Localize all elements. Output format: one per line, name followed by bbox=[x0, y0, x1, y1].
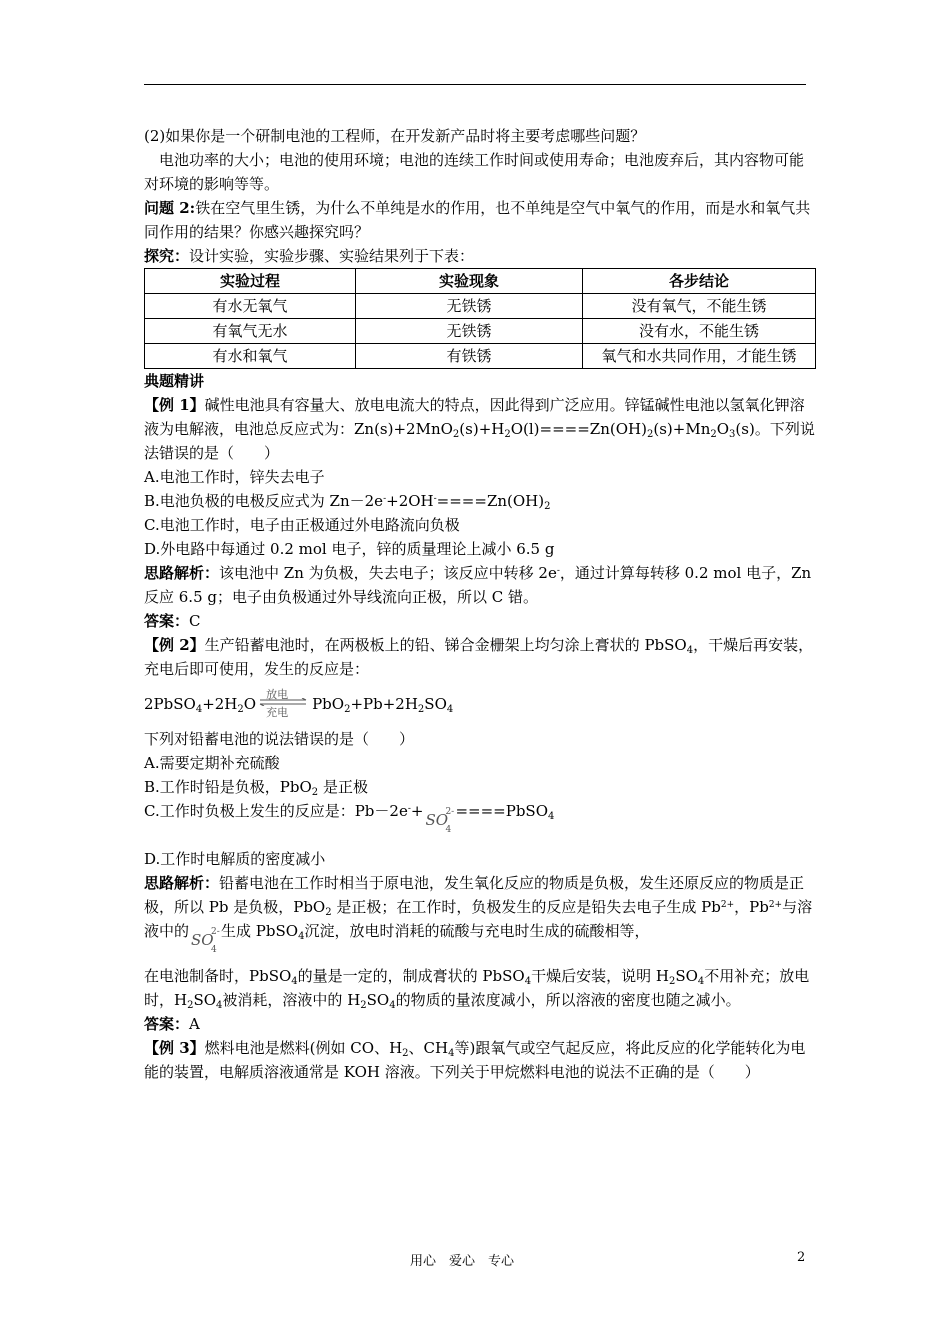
sub: 4 bbox=[446, 704, 454, 715]
ex1-eq: (s)+Mn bbox=[653, 420, 711, 438]
sub: 2 bbox=[311, 787, 319, 798]
ion-sub: 4 bbox=[445, 825, 452, 835]
ex1-eq: (s)。下列说法错误的是（ ） bbox=[144, 420, 815, 462]
opt-text: +2OH bbox=[386, 492, 434, 510]
sub: 2 bbox=[544, 501, 551, 512]
ex3-text: 等)跟氧气或空气起反应，将此反应的化学能转化为电能的装置，电解质溶液通常是 KOH 溶液。下列关于甲烷燃料电池的说法不正确的是（ ） bbox=[144, 1039, 806, 1081]
analysis-text: 该电池中 Zn 为负极，失去电子；该反应中转移 2e bbox=[219, 564, 557, 582]
analysis-text: 干燥后安装，说明 H bbox=[531, 967, 669, 985]
eq-part: PbO bbox=[312, 695, 345, 713]
sup: - bbox=[433, 494, 437, 504]
document-body bbox=[144, 124, 816, 1084]
ex1-option-c: C.电池工作时，电子由正极通过外电路流向负极 bbox=[144, 516, 460, 534]
table-cell: 有铁锈 bbox=[356, 344, 583, 369]
experiment-table bbox=[144, 268, 816, 369]
opt-text: + bbox=[410, 802, 424, 820]
table-cell: 有氧气无水 bbox=[145, 319, 356, 344]
sub: 2 bbox=[417, 704, 425, 715]
sub: 4 bbox=[448, 1048, 455, 1059]
sub: 4 bbox=[216, 1000, 223, 1011]
reversible-arrow-icon bbox=[256, 689, 312, 719]
table-cell: 没有氧气，不能生锈 bbox=[583, 294, 816, 319]
sup: 2+ bbox=[768, 900, 783, 910]
table-cell: 有水和氧气 bbox=[145, 344, 356, 369]
table-row bbox=[145, 344, 816, 369]
answer-label: 答案： bbox=[144, 612, 190, 630]
analysis-text: 生成 PbSO bbox=[221, 922, 299, 940]
sub: 2 bbox=[344, 704, 351, 715]
engineer-answer: 电池功率的大小；电池的使用环境；电池的连续工作时间或使用寿命；电池废弃后，其内容物可能对环境的影响等等。 bbox=[144, 151, 805, 193]
ex1-eq: O(l)====Zn(OH) bbox=[510, 420, 647, 438]
ex2-option-c bbox=[144, 799, 816, 847]
section-title bbox=[144, 369, 816, 393]
ex2-analysis-cont bbox=[144, 964, 816, 1012]
sub: 2 bbox=[325, 907, 332, 918]
table-header-cell: 实验现象 bbox=[356, 269, 583, 294]
sub: 4 bbox=[548, 811, 555, 822]
eq-part: SO bbox=[424, 695, 447, 713]
sub: 4 bbox=[686, 645, 694, 656]
sub: 4 bbox=[195, 704, 203, 715]
ex2-text: ，干燥后再安装，充电后即可使用，发生的反应是： bbox=[144, 636, 814, 678]
table-cell: 无铁锈 bbox=[356, 319, 583, 344]
ex2-option-a: A.需要定期补充硫酸 bbox=[144, 754, 280, 772]
analysis-text: 被消耗，溶液中的 H bbox=[222, 991, 361, 1009]
ex1-option-a: A.电池工作时，锌失去电子 bbox=[144, 468, 325, 486]
eq-part: +2H bbox=[202, 695, 238, 713]
analysis-text: 铅蓄电池在工作时相当于原电池，发生氧化反应的物质是负极，发生还原反应的物质是正极，所以 Pb 是负极，PbO bbox=[144, 874, 805, 916]
ex1-text: 碱性电池具有容量大、放电电流大的特点，因此得到广泛应用。锌锰碱性电池以氢氧化钾溶液为电解液，电池总反应式为：Zn(s)+2MnO bbox=[144, 396, 805, 438]
example-3-label: 【例 3】 bbox=[144, 1039, 205, 1057]
sub: 4 bbox=[298, 931, 305, 942]
section-title-text: 典题精讲 bbox=[144, 372, 205, 390]
sub: 4 bbox=[697, 976, 705, 987]
arrow-bottom-label: 充电 bbox=[266, 706, 289, 719]
ex1-option-d: D.外电路中每通过 0.2 mol 电子，锌的质量理论上减小 6.5 g bbox=[144, 540, 555, 558]
sup: - bbox=[383, 494, 387, 504]
question-2-text: 铁在空气里生锈，为什么不单纯是水的作用，也不单纯是空气中氧气的作用，而是水和氧气共同作用的结果？你感兴趣探究吗？ bbox=[144, 199, 811, 241]
ex2-analysis bbox=[144, 871, 816, 955]
sub: 2 bbox=[360, 1000, 367, 1011]
sub: 2 bbox=[402, 1048, 409, 1059]
opt-text: B.工作时铅是负极，PbO bbox=[144, 778, 312, 796]
analysis-text: 在电池制备时，PbSO bbox=[144, 967, 292, 985]
table-cell: 没有水，不能生锈 bbox=[583, 319, 816, 344]
table-cell: 有水无氧气 bbox=[145, 294, 356, 319]
ex1-eq: O bbox=[716, 420, 730, 438]
example-2-label: 【例 2】 bbox=[144, 636, 205, 654]
sup: - bbox=[407, 804, 411, 814]
ex2-question: 下列对铅蓄电池的说法错误的是（ ） bbox=[144, 730, 415, 748]
ex2-equation bbox=[144, 689, 816, 719]
ion-charge: 2- bbox=[445, 807, 455, 817]
opt-text: 是正极 bbox=[318, 778, 368, 796]
ex2-answer bbox=[144, 1012, 816, 1036]
sub: 2 bbox=[646, 429, 654, 440]
table-row bbox=[145, 294, 816, 319]
engineer-question: (2)如果你是一个研制电池的工程师，在开发新产品时将主要考虑哪些问题？ bbox=[144, 127, 646, 145]
table-cell: 无铁锈 bbox=[356, 294, 583, 319]
ion-sub: 4 bbox=[211, 945, 217, 955]
sub: 2 bbox=[668, 976, 676, 987]
opt-text: B.电池负极的电极反应式为 Zn－2e bbox=[144, 492, 384, 510]
analysis-text: 的量是一定的，制成膏状的 PbSO bbox=[297, 967, 525, 985]
table-header-cell: 各步结论 bbox=[583, 269, 816, 294]
example-1-stem bbox=[144, 393, 816, 465]
ex3-text: 燃料电池是燃料(例如 CO、H bbox=[204, 1039, 403, 1057]
ex2-option-b bbox=[144, 775, 816, 799]
explore-text: 设计实验，实验步骤、实验结果列于下表： bbox=[189, 247, 475, 265]
analysis-text: SO bbox=[366, 991, 390, 1009]
analysis-text: ，通过计算每转移 0.2 mol 电子，Zn 反应 6.5 g；电子由负极通过外导线流向正极，所以 C 错。 bbox=[144, 564, 812, 606]
question-2 bbox=[144, 196, 816, 244]
sub: 2 bbox=[710, 429, 717, 440]
table-header-cell: 实验过程 bbox=[145, 269, 356, 294]
sup: 2+ bbox=[720, 900, 735, 910]
eq-part: 2PbSO bbox=[144, 695, 196, 713]
header-rule bbox=[144, 84, 806, 85]
sub: 4 bbox=[524, 976, 532, 987]
analysis-text: ，Pb bbox=[734, 898, 769, 916]
sulfate-ion bbox=[189, 920, 221, 955]
ion-charge: 2- bbox=[211, 927, 220, 937]
question-2-label: 问题 2: bbox=[144, 199, 196, 217]
example-3-stem bbox=[144, 1036, 816, 1084]
answer-value: C bbox=[189, 612, 201, 630]
sup: - bbox=[556, 566, 560, 576]
ex3-text: 、CH bbox=[408, 1039, 449, 1057]
ex1-eq: (s)+H bbox=[459, 420, 505, 438]
ex2-option-d: D.工作时电解质的密度减小 bbox=[144, 850, 326, 868]
page-number: 2 bbox=[797, 1250, 806, 1265]
analysis-text: 的物质的量浓度减小，所以溶液的密度也随之减小。 bbox=[395, 991, 741, 1009]
opt-text: C.工作时负极上发生的反应是：Pb－2e bbox=[144, 802, 408, 820]
ion-base: SO bbox=[191, 931, 214, 949]
sub: 2 bbox=[237, 704, 244, 715]
analysis-text: 与溶液中的 bbox=[144, 898, 813, 940]
analysis-text: SO bbox=[675, 967, 698, 985]
table-header-row bbox=[145, 269, 816, 294]
sub: 3 bbox=[729, 429, 736, 440]
footer-motto: 用心 爱心 专心 bbox=[410, 1254, 515, 1269]
analysis-label: 思路解析： bbox=[144, 874, 220, 892]
ex1-option-b bbox=[144, 489, 816, 513]
example-2-stem bbox=[144, 633, 816, 681]
explore-label: 探究： bbox=[144, 247, 190, 265]
table-row bbox=[145, 319, 816, 344]
answer-value: A bbox=[189, 1015, 200, 1033]
analysis-text: 不用补充；放电时，H bbox=[144, 967, 810, 1009]
sub: 2 bbox=[504, 429, 511, 440]
explore-line bbox=[144, 244, 816, 268]
analysis-text: 沉淀，放电时消耗的硫酸与充电时生成的硫酸相等， bbox=[304, 922, 650, 940]
arrow-top-label: 放电 bbox=[266, 688, 289, 701]
analysis-label: 思路解析： bbox=[144, 564, 220, 582]
sub: 2 bbox=[187, 1000, 194, 1011]
example-1-label: 【例 1】 bbox=[144, 396, 205, 414]
table-cell: 氧气和水共同作用，才能生锈 bbox=[583, 344, 816, 369]
sub: 2 bbox=[452, 429, 460, 440]
answer-label: 答案： bbox=[144, 1015, 190, 1033]
eq-part: O bbox=[243, 695, 257, 713]
analysis-text: 是正极；在工作时，负极发生的反应是铅失去电子生成 Pb bbox=[331, 898, 721, 916]
opt-text: ====PbSO bbox=[455, 802, 548, 820]
ex1-answer bbox=[144, 609, 816, 633]
sulfate-ion bbox=[423, 800, 455, 835]
sub: 4 bbox=[389, 1000, 396, 1011]
opt-text: ====Zn(OH) bbox=[436, 492, 545, 510]
ex2-text: 生产铅蓄电池时，在两极板上的铅、锑合金栅架上均匀涂上膏状的 PbSO bbox=[204, 636, 687, 654]
sub: 4 bbox=[291, 976, 298, 987]
analysis-text: SO bbox=[193, 991, 217, 1009]
ex1-analysis bbox=[144, 561, 816, 609]
eq-part: +Pb+2H bbox=[350, 695, 418, 713]
ion-base: SO bbox=[425, 811, 449, 829]
